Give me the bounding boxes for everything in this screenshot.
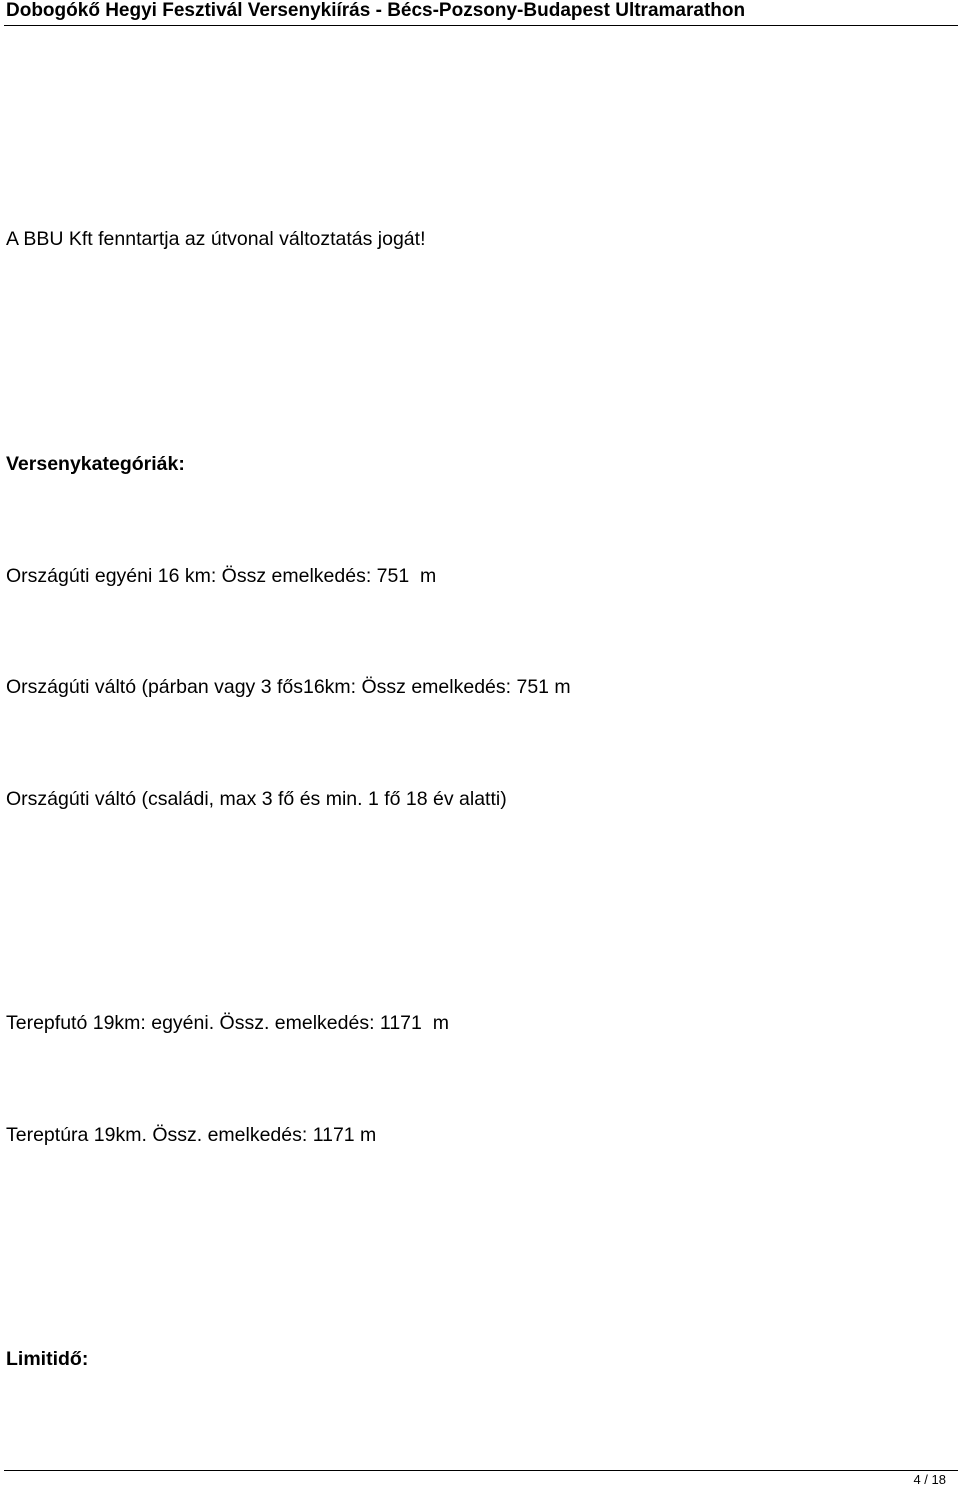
document-header-title: Dobogókő Hegyi Fesztivál Versenykiírás - Bécs-Pozsony-Budapest Ultramarathon	[6, 0, 746, 21]
header-divider	[4, 25, 958, 26]
category-trail-runner: Terepfutó 19km: egyéni. Össz. emelkedés: 1171 m	[6, 1012, 449, 1034]
category-trail-tour: Tereptúra 19km. Össz. emelkedés: 1171 m	[6, 1124, 377, 1146]
page-number: 4 / 18	[913, 1472, 946, 1487]
category-road-relay: Országúti váltó (párban vagy 3 fős16km: Össz emelkedés: 751 m	[6, 676, 571, 698]
footer-divider	[4, 1470, 958, 1471]
section-heading-time-limit: Limitidő:	[6, 1348, 89, 1370]
route-change-notice: A BBU Kft fenntartja az útvonal változtatás jogát!	[6, 228, 426, 250]
section-heading-categories: Versenykategóriák:	[6, 453, 185, 475]
category-road-family-relay: Országúti váltó (családi, max 3 fő és min. 1 fő 18 év alatti)	[6, 788, 507, 810]
category-road-individual: Országúti egyéni 16 km: Össz emelkedés: 751 m	[6, 565, 437, 587]
